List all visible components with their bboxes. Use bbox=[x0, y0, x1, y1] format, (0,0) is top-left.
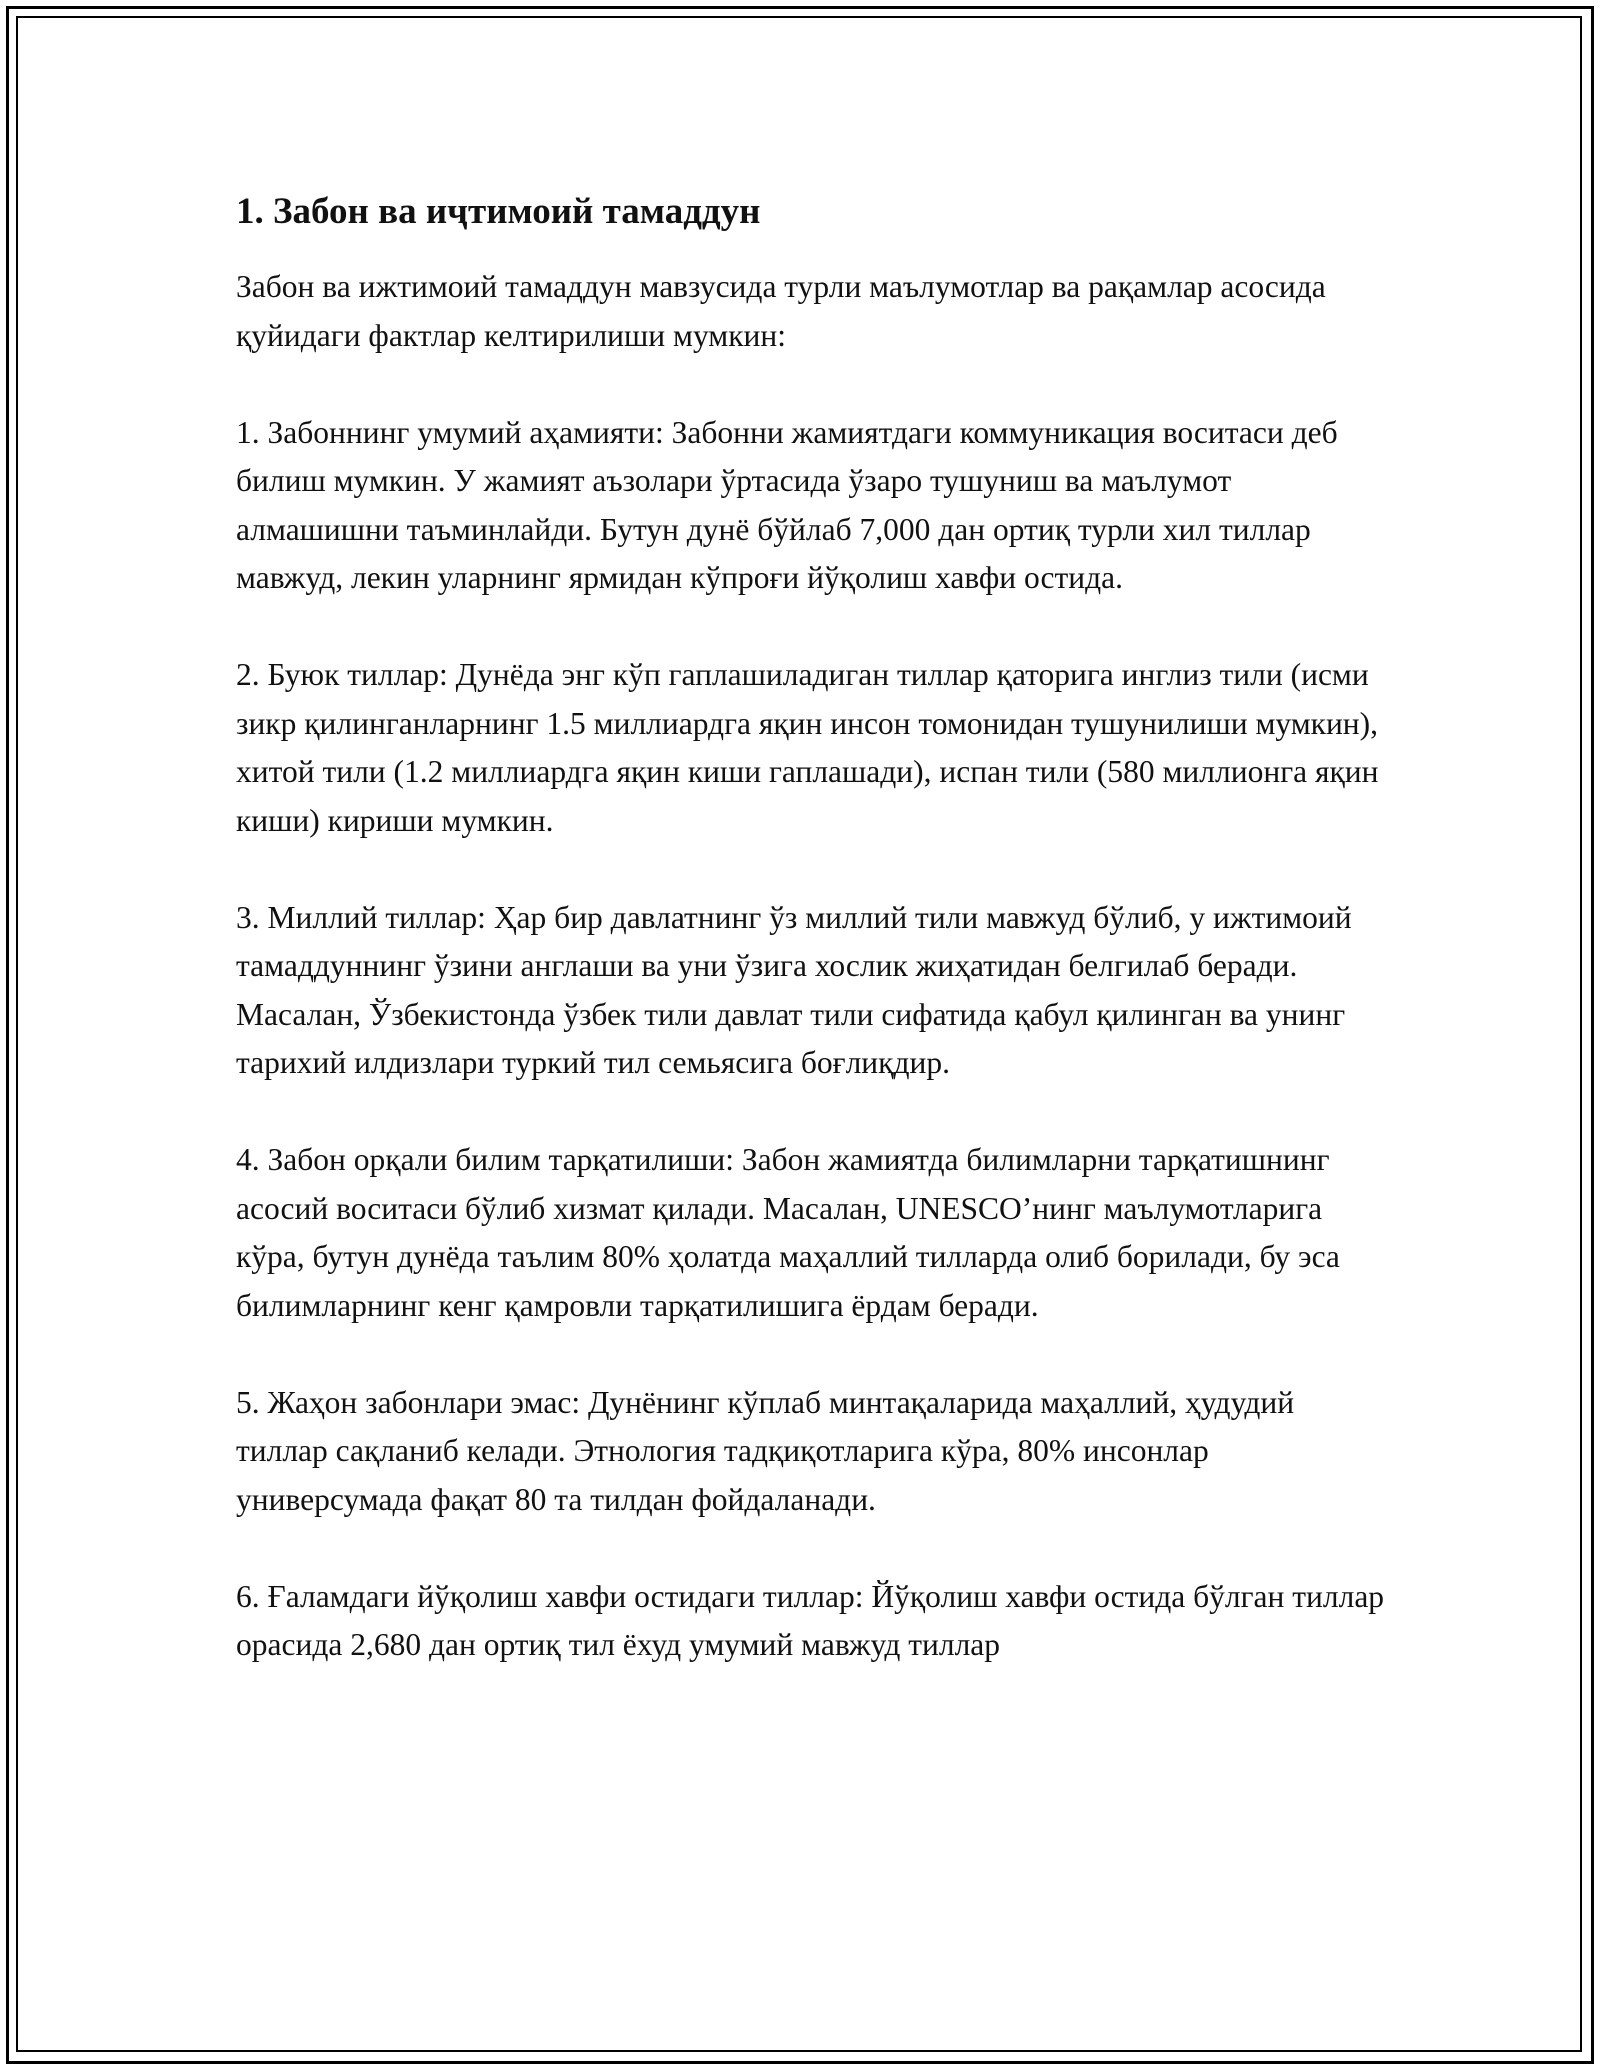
intro-paragraph: Забон ва ижтимоий тамаддун мавзусида турли маълумотлар ва рақамлар асосида қуйидаги фактлар келтирилиши мумкин: bbox=[236, 269, 1326, 353]
document-body bbox=[236, 188, 1386, 1718]
paragraph-2: 2. Буюк тиллар: Дунёда энг кўп гаплашиладиган тиллар қаторига инглиз тили (исми зикр қилинганларнинг 1.5 миллиардга яқин инсон томонидан тушунилиши мумкин), хитой тили (1.2 миллиардга яқин киши гаплашади), испан тили (580 миллионга яқин киши) кириши мумкин. bbox=[236, 657, 1379, 838]
paragraph-4: 4. Забон орқали билим тарқатилиши: Забон жамиятда билимларни тарқатишнинг асосий воситаси бўлиб хизмат қилади. Масалан, UNESCO’нинг маълумотларига кўра, бутун дунёда таълим 80% ҳолатда маҳаллий тилларда олиб борилади, бу эса билимларнинг кенг қамровли тарқатилишига ёрдам беради. bbox=[236, 1142, 1340, 1323]
paragraph-3: 3. Миллий тиллар: Ҳар бир давлатнинг ўз миллий тили мавжуд бўлиб, у ижтимоий тамаддуннинг ўзини англаши ва уни ўзига хослик жиҳатидан белгилаб беради. Масалан, Ўзбекистонда ўзбек тили давлат тили сифатида қабул қилинган ва унинг тарихий илдизлари туркий тил семьясига боғлиқдир. bbox=[236, 899, 1352, 1080]
paragraph-5: 5. Жаҳон забонлари эмас: Дунёнинг кўплаб минтақаларида маҳаллий, ҳудудий тиллар сақланиб келади. Этнология тадқиқотларига кўра, 80% инсонлар универсумада фақат 80 та тилдан фойдаланади. bbox=[236, 1384, 1295, 1517]
paragraph-6: 6. Ғаламдаги йўқолиш хавфи остидаги тиллар: Йўқолиш хавфи остида бўлган тиллар орасида 2,680 дан ортиқ тил ёхуд умумий мавжуд тиллар bbox=[236, 1578, 1385, 1662]
paragraph-1: 1. Забоннинг умумий аҳамияти: Забонни жамиятдаги коммуникация воситаси деб билиш мумкин. У жамият аъзолари ўртасида ўзаро тушуниш ва маълумот алмашишни таъминлайди. Бутун дунё бўйлаб 7,000 дан ортиқ турли хил тиллар мавжуд, лекин уларнинг ярмидан кўпроғи йўқолиш хавфи остида. bbox=[236, 414, 1338, 595]
section-heading: 1. Забон ва иҷтимоий тамаддун bbox=[236, 191, 761, 232]
